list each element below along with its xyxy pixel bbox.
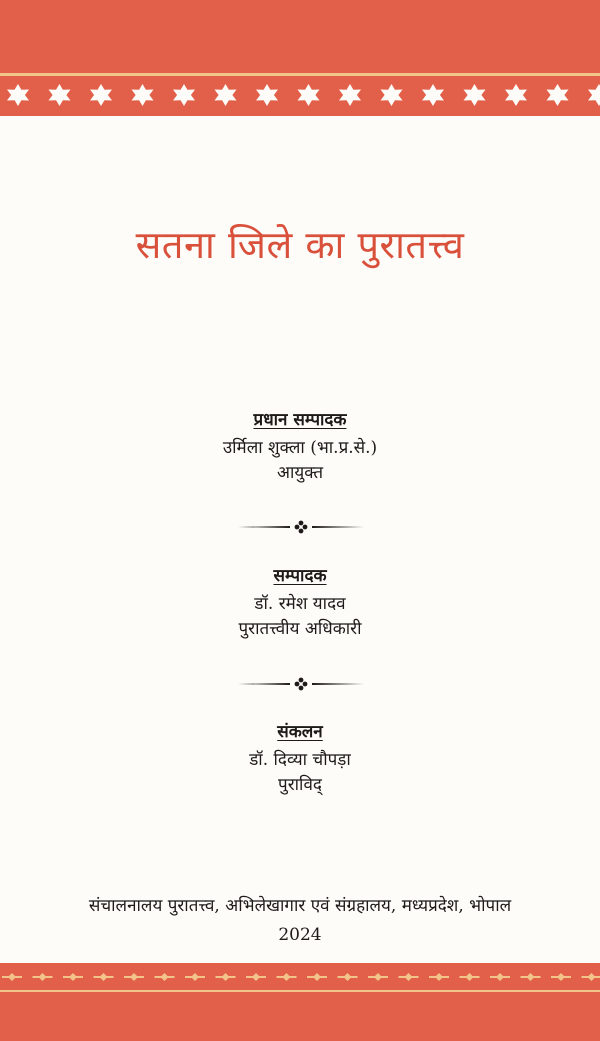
border-motif <box>466 973 474 981</box>
chief-editor-designation: आयुक्त <box>276 463 324 483</box>
border-motif <box>588 84 600 106</box>
border-motif <box>505 84 527 106</box>
border-motif <box>313 973 321 981</box>
border-motif <box>547 84 569 106</box>
publisher-line: संचालनालय पुरातत्त्व, अभिलेखागार एवं संग्रहालय, मध्यप्रदेश, भोपाल <box>88 896 512 916</box>
border-motif <box>130 973 138 981</box>
border-motif <box>69 973 77 981</box>
border-motif <box>374 973 382 981</box>
border-motif <box>256 84 278 106</box>
compiler-designation: पुराविद् <box>278 775 322 795</box>
border-motif <box>422 84 444 106</box>
border-motif <box>588 973 596 981</box>
ornament-divider <box>238 519 364 533</box>
border-motif <box>90 84 112 106</box>
border-motif <box>252 973 260 981</box>
compilation-block <box>0 719 600 798</box>
chief-editor-heading: प्रधान सम्पादक <box>253 410 347 430</box>
editor-designation: पुरातत्त्वीय अधिकारी <box>238 619 362 639</box>
border-motif <box>132 84 154 106</box>
border-motif <box>435 973 443 981</box>
border-motif <box>344 973 352 981</box>
ornament-divider <box>238 676 364 690</box>
border-motif <box>496 973 504 981</box>
bottom-motif-row <box>0 969 600 983</box>
border-motif <box>191 973 199 981</box>
border-motif <box>222 973 230 981</box>
top-motif-row <box>0 82 600 108</box>
bottom-gold-line <box>0 990 600 992</box>
editor-name: डॉ. रमेश यादव <box>254 594 346 614</box>
compiler-name: डॉ. दिव्या चौपड़ा <box>249 750 351 770</box>
border-motif <box>215 84 237 106</box>
border-motif <box>49 84 71 106</box>
border-motif <box>100 973 108 981</box>
border-motif <box>283 973 291 981</box>
border-motif <box>527 973 535 981</box>
border-motif <box>339 84 361 106</box>
border-motif <box>405 973 413 981</box>
border-motif <box>8 973 16 981</box>
publication-year: 2024 <box>278 925 322 945</box>
border-motif <box>381 84 403 106</box>
chief-editor-block <box>0 407 600 486</box>
border-motif <box>161 973 169 981</box>
border-motif <box>39 973 47 981</box>
editor-block <box>0 563 600 642</box>
editor-heading: सम्पादक <box>273 566 327 586</box>
border-motif <box>7 84 29 106</box>
top-gold-line <box>0 73 600 76</box>
book-title: सतना जिले का पुरातत्त्व <box>135 223 465 267</box>
compilation-heading: संकलन <box>277 722 323 742</box>
border-motif <box>557 973 565 981</box>
border-motif <box>298 84 320 106</box>
border-motif <box>464 84 486 106</box>
border-motif <box>173 84 195 106</box>
chief-editor-name: उर्मिला शुक्ला (भा.प्र.से.) <box>222 438 378 458</box>
